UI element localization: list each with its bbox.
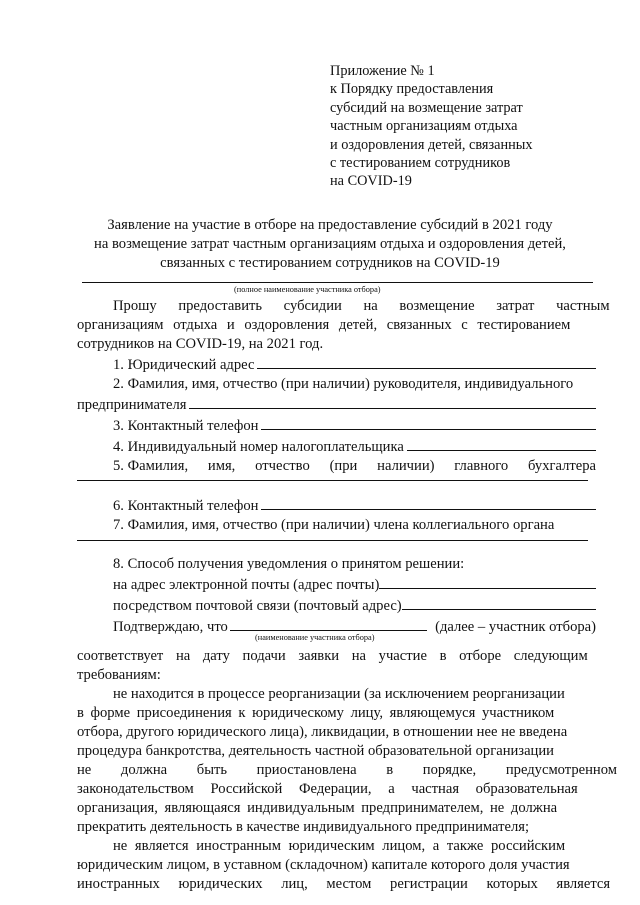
word: (при <box>329 458 358 475</box>
form-body <box>77 297 617 894</box>
inn-field[interactable] <box>407 436 596 451</box>
legal-address-field[interactable] <box>257 354 596 369</box>
contact-phone-field[interactable] <box>261 415 596 430</box>
post-row <box>77 595 596 616</box>
contact-phone-2-label: 6. Контактный телефон <box>113 498 259 515</box>
title-line: на возмещение затрат частным организациям отдыха и оздоровления детей, <box>94 236 566 252</box>
appendix-line: на COVID-19 <box>330 173 412 190</box>
head-name-row <box>77 394 596 415</box>
inn-label: 4. Индивидуальный номер налогоплательщика <box>113 439 404 456</box>
word: отчество <box>255 458 310 475</box>
participant-short-name-caption: (наименование участника отбора) <box>255 632 375 642</box>
post-field[interactable] <box>402 595 596 610</box>
requirement-1 <box>77 685 617 837</box>
title-line: связанных с тестированием сотрудников на COVID-19 <box>160 255 500 271</box>
participant-full-name-caption: (полное наименование участника отбора) <box>234 285 381 294</box>
legal-address-label: 1. Юридический адрес <box>113 357 255 374</box>
board-member-field[interactable] <box>77 540 588 541</box>
appendix-line: и оздоровления детей, связанных <box>330 136 533 153</box>
text-line: не должна быть приостановлена в порядке, предусмотренном <box>77 761 617 778</box>
appendix-line: к Порядку предоставления <box>330 81 494 98</box>
appendix-line: с тестированием сотрудников <box>330 155 511 172</box>
head-name-label-cont: предпринимателя <box>77 397 187 414</box>
word: бухгалтера <box>528 458 596 475</box>
word: 5. Фамилия, <box>113 458 189 475</box>
confirm-label-end: (далее – участник отбора) <box>435 618 596 635</box>
contact-phone-2-row <box>77 495 596 516</box>
notification-method-label: 8. Способ получения уведомления о принятом решении: <box>113 555 465 572</box>
contact-phone-row <box>77 415 596 436</box>
request-paragraph <box>77 297 610 354</box>
text-line: не является иностранным юридическим лицом, а также российским <box>113 838 566 855</box>
text-line: требованиям: <box>77 666 161 683</box>
appendix-heading <box>330 62 533 191</box>
post-label: посредством почтовой связи (почтовый адрес) <box>113 597 402 614</box>
confirm-row <box>77 616 596 642</box>
text-line: прекратить деятельность в качестве индивидуального предпринимателя; <box>77 819 530 836</box>
text-line: не находится в процессе реорганизации (за исключением реорганизации <box>113 685 565 702</box>
requirement-2 <box>77 837 611 894</box>
request-line-3: сотрудников на COVID-19, на 2021 год. <box>77 336 324 353</box>
email-label: на адрес электронной почты (адрес почты) <box>113 576 380 593</box>
text-line: соответствует на дату подачи заявки на участие в отборе следующим <box>77 647 588 664</box>
document-title <box>60 216 600 273</box>
text-line: законодательством Российской Федерации, а частная образовательная <box>77 781 578 798</box>
text-line: юридическим лицом, в уставном (складочном) капитале которого доля участия <box>77 857 570 874</box>
appendix-line: Приложение № 1 <box>330 63 435 79</box>
title-line: Заявление на участие в отборе на предоставление субсидий в 2021 году <box>107 217 553 233</box>
legal-address-row <box>77 354 596 375</box>
text-line: иностранных юридических лиц, местом регистрации которых является <box>77 876 611 893</box>
email-row <box>77 574 596 595</box>
inn-row <box>77 436 596 457</box>
contact-phone-2-field[interactable] <box>261 495 596 510</box>
head-name-label: 2. Фамилия, имя, отчество (при наличии) руководителя, индивидуального <box>113 376 574 393</box>
chief-accountant-field[interactable] <box>77 480 588 481</box>
appendix-line: частным организациям отдыха <box>330 118 518 135</box>
request-line-2: организациям отдыха и оздоровления детей, связанных с тестированием <box>77 317 571 334</box>
head-name-field[interactable] <box>189 394 596 409</box>
word: имя, <box>207 458 236 475</box>
request-line-1-text: Прошу предоставить субсидии на возмещение затрат частным <box>113 298 610 314</box>
participant-full-name-field[interactable] <box>82 282 593 283</box>
chief-accountant-line-wrap <box>77 476 596 495</box>
confirm-label: Подтверждаю, что <box>113 618 228 635</box>
request-line-1 <box>77 297 610 316</box>
word: наличии) <box>377 458 435 475</box>
board-member-line-wrap <box>77 536 596 555</box>
contact-phone-label: 3. Контактный телефон <box>113 418 259 435</box>
text-line: процедура банкротства, деятельность частной образовательной организации <box>77 742 554 759</box>
word: главного <box>454 458 509 475</box>
email-field[interactable] <box>379 574 596 589</box>
text-line: организация, являющаяся индивидуальным предпринимателем, не должна <box>77 800 558 817</box>
text-line: в форме присоединения к юридическому лицу, являющемуся участником <box>77 704 555 721</box>
confirm-field[interactable] <box>230 616 427 631</box>
appendix-line: субсидий на возмещение затрат <box>330 99 523 116</box>
requirements-intro <box>77 647 596 685</box>
text-line: отбора, другого юридического лица), ликвидации, в отношении нее не введена <box>77 723 568 740</box>
board-member-label: 7. Фамилия, имя, отчество (при наличии) члена коллегиального органа <box>113 517 555 534</box>
chief-accountant-label <box>77 457 596 476</box>
